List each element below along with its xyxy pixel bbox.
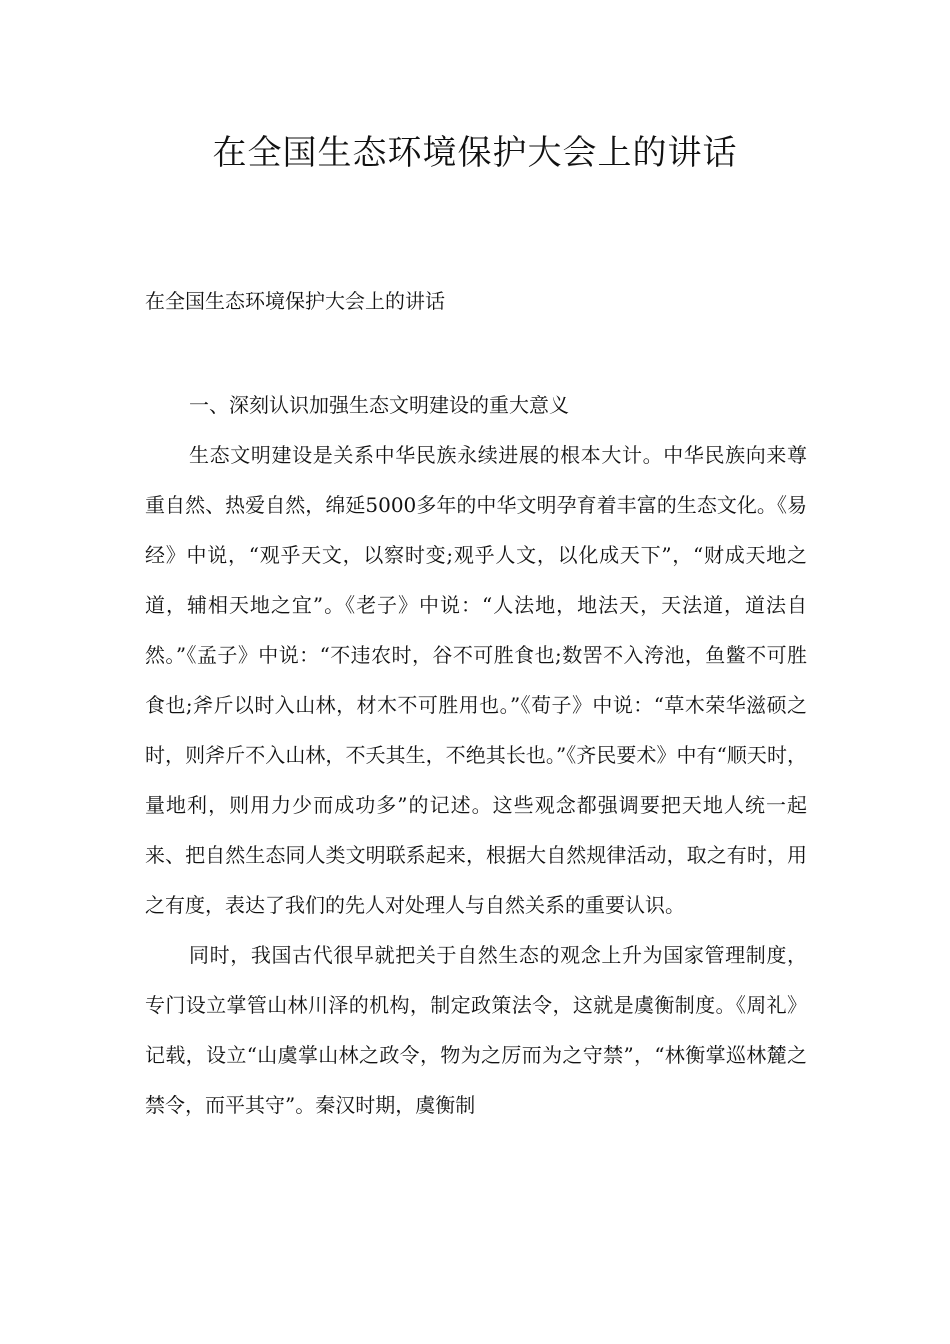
section-heading: 一、深刻认识加强生态文明建设的重大意义 (189, 393, 569, 417)
body-paragraph-2: 同时，我国古代很早就把关于自然生态的观念上升为国家管理制度，专门设立掌管山林川泽的机构，制定政策法令，这就是虞衡制度。《周礼》记载，设立“山虞掌山林之政令，物为之厉而为之守禁”，“林衡掌巡林麓之禁令，而平其守”。秦汉时期，虞衡制 (145, 943, 807, 1117)
document-subtitle: 在全国生态环境保护大会上的讲话 (145, 289, 445, 313)
document-body (145, 380, 807, 1130)
document-title: 在全国生态环境保护大会上的讲话 (212, 133, 738, 173)
body-paragraph-1: 生态文明建设是关系中华民族永续进展的根本大计。中华民族向来尊重自然、热爱自然，绵延5000多年的中华文明孕育着丰富的生态文化。《易经》中说，“观乎天文，以察时变;观乎人文，以化成天下”，“财成天地之道，辅相天地之宜”。《老子》中说：“人法地，地法天，天法道，道法自然。”《孟子》中说：“不违农时，谷不可胜食也;数罟不入洿池，鱼鳖不可胜食也;斧斤以时入山林，材木不可胜用也。”《荀子》中说：“草木荣华滋硕之时，则斧斤不入山林，不夭其生，不绝其长也。”《齐民要术》中有“顺天时，量地利，则用力少而成功多”的记述。这些观念都强调要把天地人统一起来、把自然生态同人类文明联系起来，根据大自然规律活动，取之有时，用之有度，表达了我们的先人对处理人与自然关系的重要认识。 (145, 443, 807, 917)
